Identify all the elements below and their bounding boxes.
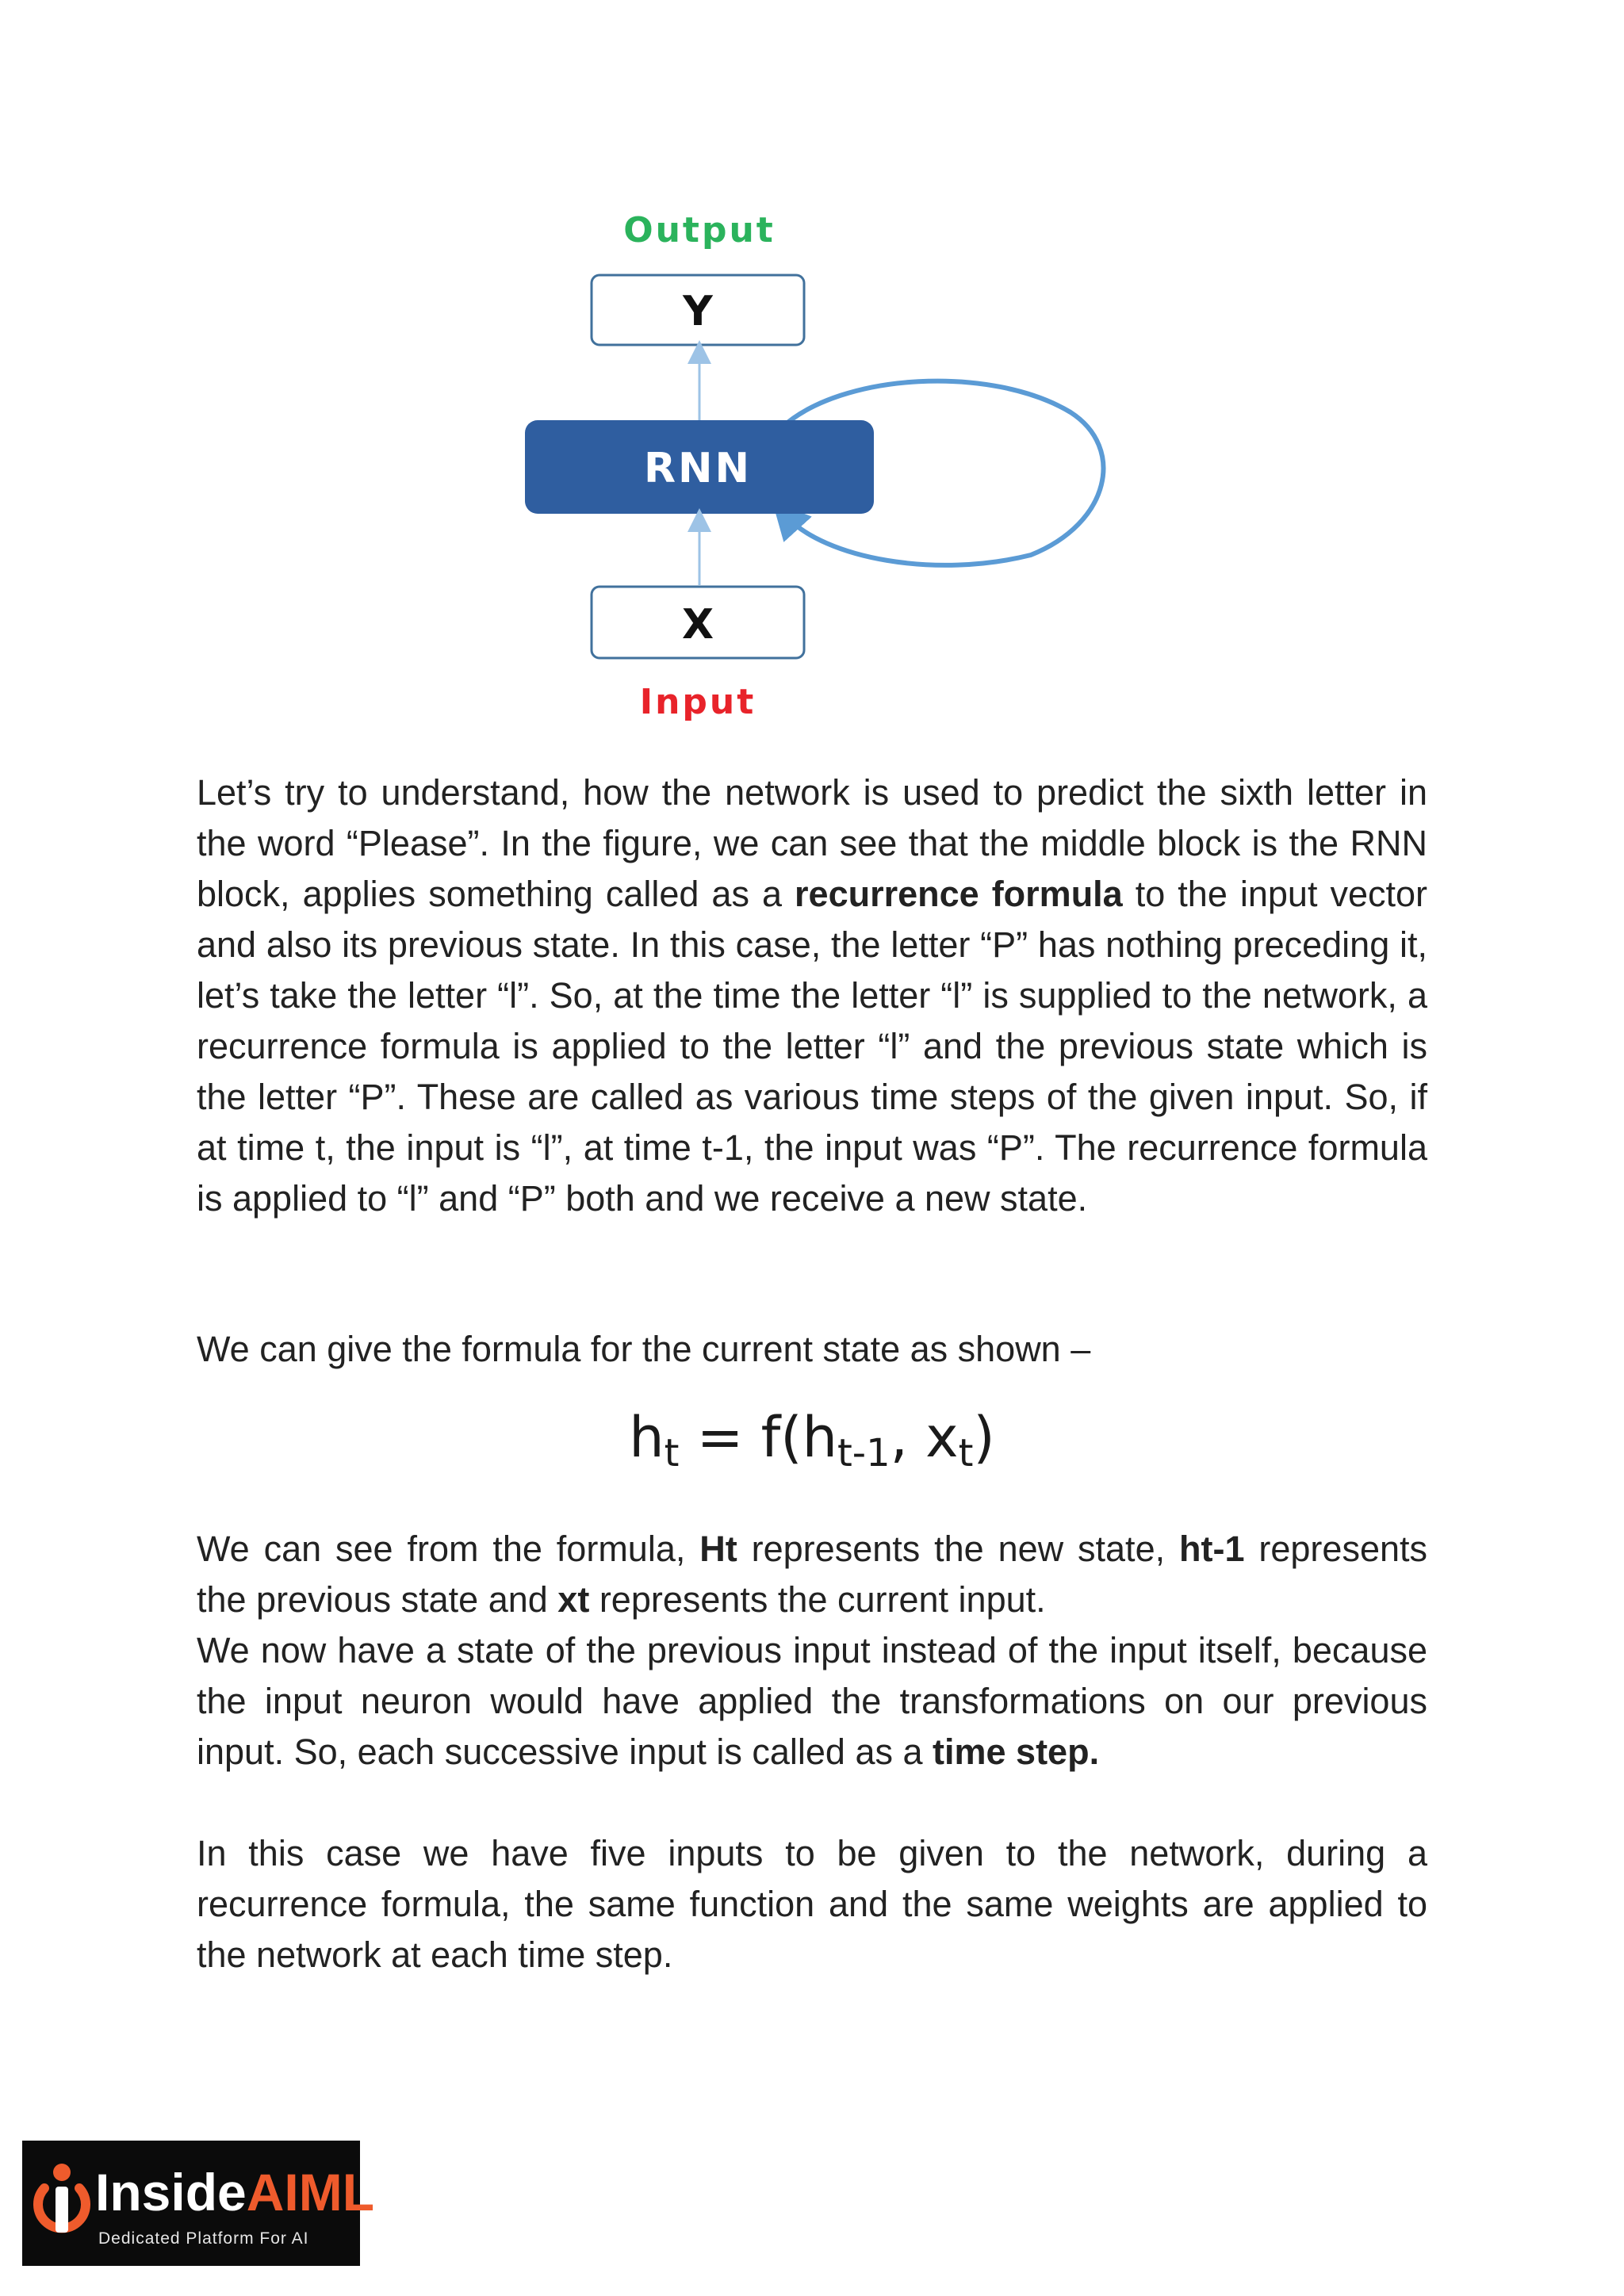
formula-comma: , <box>890 1405 926 1470</box>
output-node-label: Y <box>683 288 713 335</box>
p3-bold-ht: Ht <box>699 1529 737 1569</box>
rnn-diagram <box>0 0 1624 753</box>
p3-bold-xt: xt <box>557 1579 590 1620</box>
formula-h-prev-sub: t-1 <box>837 1431 891 1475</box>
p1-text-b: to the input vector and also its previous state. In this case, the letter “P” has nothing preceding it, let’s take the letter “l”. So, at the time the letter “l” is supplied to the network, a recurrence formula is applied to the letter “l” and the previous state which is the letter “P”. These are called as various time steps of the given input. So, if at time t, the input is “l”, at time t-1, the input was “P”. The recurrence formula is applied to “l” and “P” both and we receive a new state. <box>197 874 1428 1219</box>
paragraph-five-inputs: In this case we have five inputs to be given to the network, during a recurrence formula, the same function and the same weights are applied to the network at each time step. <box>197 1833 1427 1975</box>
logo-mark-icon <box>33 2161 90 2245</box>
formula-x-sub: t <box>958 1431 974 1475</box>
output-label: Output <box>623 210 776 251</box>
input-node-label: X <box>681 601 714 649</box>
p3-bold-time-step: time step. <box>933 1732 1100 1772</box>
p1-text-a: Let’s try to understand, how the network is used to predict the sixth letter in the word “Please”. In the figure, we can see that the middle block is the RNN block, applies something called as a <box>197 772 1427 914</box>
formula-h: h <box>629 1405 665 1470</box>
insideaiml-logo <box>22 2141 375 2266</box>
p1-bold-recurrence-formula: recurrence formula <box>795 874 1123 914</box>
paragraph-formula-intro: We can give the formula for the current state as shown – <box>197 1329 1091 1369</box>
recurrence-formula <box>197 1402 1427 1489</box>
logo-name-inside: Inside <box>95 2163 247 2221</box>
p3-text-3: represents the previous state and <box>197 1529 1427 1620</box>
formula-h-sub: t <box>664 1431 680 1475</box>
p3-text-5: We now have a state of the previous input instead of the input itself, because the input neuron would have applied the transformations on our previous input. So, each successive input is called as a <box>197 1630 1427 1772</box>
formula-h-prev: h <box>802 1405 837 1470</box>
logo-name-aiml: AIML <box>246 2163 375 2221</box>
rnn-diagram-svg <box>0 0 1624 753</box>
rnn-node-label: RNN <box>643 445 753 492</box>
p3-text-4: represents the current input. <box>589 1579 1046 1620</box>
logo-tagline: Dedicated Platform For AI <box>98 2229 309 2248</box>
paragraph-recurrence-explanation <box>197 767 1427 1224</box>
p3-text-1: We can see from the formula, <box>197 1529 700 1569</box>
formula-close: ) <box>973 1405 995 1470</box>
formula-x: x <box>925 1405 959 1470</box>
p3-text-2: represents the new state, <box>737 1529 1179 1569</box>
input-label: Input <box>639 682 756 722</box>
formula-equals-f: = f( <box>679 1405 802 1470</box>
paragraph-formula-terms <box>197 1524 1427 1777</box>
p3-bold-ht-1: ht-1 <box>1179 1529 1245 1569</box>
logo-name <box>95 2164 374 2220</box>
